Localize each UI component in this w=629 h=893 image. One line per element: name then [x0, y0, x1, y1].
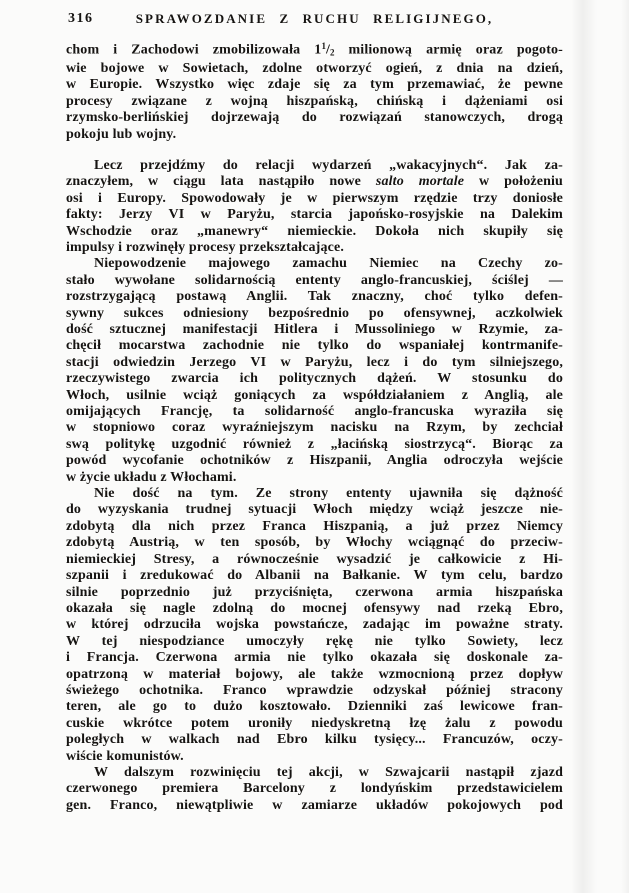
page-header	[66, 10, 563, 30]
text-segment: poległych w walkach nad Ebro kilku tysięcy... Francuzów, oczy-	[66, 732, 563, 748]
text-segment: szpanii i zredukować do Albanii na Bałkanie. W tym celu, bardzo	[66, 568, 563, 584]
text-line	[66, 634, 563, 650]
text-segment: w Europie. Wszystko więc zdaje się za tym przemawiać, że pewne	[66, 77, 563, 93]
text-segment: zdobytą Austrią, w ten sposób, by Włochy wciągnąć do przeciw-	[66, 535, 563, 551]
text-line	[66, 404, 563, 420]
paragraph	[66, 486, 563, 765]
scan-edge-shade	[621, 0, 629, 893]
text-line	[66, 453, 563, 469]
text-line	[66, 716, 563, 732]
text-line	[66, 437, 563, 453]
text-segment: stacji odwiedzin Jerzego VI w Paryżu, lecz i do tym silniejszego,	[66, 354, 563, 370]
text-segment: W dalszym rozwinięciu tej akcji, w Szwajcarii nastąpił zjazd	[94, 764, 563, 780]
paragraph	[66, 765, 563, 814]
text-segment: zdobytą dla nich przez Franca Hiszpanią, a już przez Niemcy	[66, 518, 563, 534]
text-segment: fakty: Jerzy VI w Paryżu, starcia japońsko-rosyjskie na Dalekim	[66, 207, 563, 223]
text-line	[66, 127, 563, 143]
text-segment: omijających Francję, ta solidarność anglo-francuska wyraziła się	[66, 404, 563, 420]
text-segment: świeżego ochotnika. Franco wprawdzie odzyskał później stracony	[66, 682, 563, 698]
text-line	[66, 306, 563, 322]
text-segment: W tej niespodziance umoczyły rękę nie tylko Sowiety, lecz	[66, 633, 563, 649]
text-line	[66, 552, 563, 568]
text-line	[66, 256, 563, 272]
text-line	[66, 207, 563, 223]
text-line	[66, 502, 563, 518]
text-line	[66, 38, 563, 61]
text-line	[66, 191, 563, 207]
text-segment: chęcił mocarstwa zachodnie nie tylko do wspaniałej kontrmanife-	[66, 338, 563, 354]
text-line	[66, 601, 563, 617]
text-segment: rozstrzygającą postawą Anglii. Tak znaczny, choć tylko defen-	[66, 289, 563, 305]
text-line	[66, 371, 563, 387]
text-line	[66, 174, 563, 190]
text-segment: stało wywołane solidarnością ententy anglo-francuskiej, ściślej —	[66, 272, 563, 288]
text-line	[66, 224, 563, 240]
text-segment: okazała się nagle zdolną do mocnej ofensywy nad rzeką Ebro,	[66, 600, 563, 616]
text-line	[66, 61, 563, 77]
text-line	[66, 338, 563, 354]
text-line	[66, 420, 563, 436]
text-segment: znaczyłem, w ciągu lata nastąpiło nowe	[66, 174, 376, 190]
text-line	[66, 94, 563, 110]
text-segment: chom i Zachodowi zmobilizowała 1	[66, 42, 322, 58]
text-line	[66, 273, 563, 289]
text-segment: dość sztucznej manifestacji Hitlera i Mussoliniego w Rzymie, za-	[66, 322, 563, 337]
text-segment: rzeczywistego zwarcia ich politycznych dążeń. W stosunku do	[66, 371, 563, 387]
text-segment: 1	[321, 41, 326, 51]
paragraph	[66, 256, 563, 486]
text-segment: impulsy i rozwinęły procesy przekształcające.	[66, 239, 345, 255]
scan-artifact-streak	[571, 0, 597, 893]
text-segment: Lecz przejdźmy do relacji wydarzeń „wakacyjnych“. Jak za-	[94, 157, 563, 173]
text-line	[66, 732, 563, 748]
text-segment: w życie układu z Włochami.	[66, 469, 237, 485]
running-title: SPRAWOZDANIE Z RUCHU RELIGIJNEGO,	[135, 11, 494, 26]
text-segment: gen. Franco, niewątpliwie w zamiarze układów pokojowych pod	[66, 797, 563, 813]
text-line	[66, 240, 563, 256]
text-line	[66, 781, 563, 797]
text-line	[66, 535, 563, 551]
text-segment: czerwonego premiera Barcelony z londyńskim przedstawicielem	[66, 781, 563, 797]
text-segment: teren, ale go to dużo kosztowało. Dzienniki zaś lewicowe fran-	[66, 699, 563, 715]
text-line	[66, 519, 563, 535]
text-line	[66, 683, 563, 699]
text-segment: pokoju lub wojny.	[66, 126, 177, 142]
text-line	[66, 667, 563, 683]
text-line	[66, 585, 563, 601]
text-segment: powód wycofanie ochotników z Hiszpanii, Anglia odroczyła wejście	[66, 453, 563, 469]
text-segment: milionową armię oraz pogoto-	[334, 42, 563, 58]
text-segment: Wschodzie oraz „manewry“ niemieckie. Dokoła nich skupiły się	[66, 223, 563, 239]
text-line	[66, 568, 563, 584]
text-segment: /	[325, 42, 330, 58]
text-segment: do wyzyskania trudnej sytuacji Włoch między wciąż jeszcze nie-	[66, 502, 563, 518]
text-segment: Włoch, usilnie wciąż goniących za współdziałaniem z Anglią, ale	[66, 387, 563, 403]
text-line	[66, 650, 563, 666]
text-segment: Niepowodzenie majowego zamachu Niemiec na Czechy zo-	[94, 256, 563, 272]
text-segment: procesy związane z wojną hiszpańską, chińską i dążeniami osi	[66, 93, 563, 109]
page-number: 316	[68, 11, 94, 26]
text-line	[66, 765, 563, 781]
text-segment: i Francja. Czerwona armia nie tylko okazała się doskonale za-	[66, 650, 563, 666]
text-line	[66, 699, 563, 715]
paragraph	[66, 158, 563, 256]
text-segment: Nie dość na tym. Ze strony ententy ujawniła się dążność	[94, 486, 563, 502]
text-segment: w stopniowo coraz wyraźniejszym nacisku na Rzym, by zechciał	[66, 420, 563, 436]
text-segment: sywny sukces odniesiony bezpośrednio po ofensywnej, aczkolwiek	[66, 305, 563, 321]
italic-text: salto mortale	[375, 174, 465, 190]
text-line	[66, 470, 563, 486]
text-segment: w której odrzuciła wojska powstańcze, zadając im poważne straty.	[66, 617, 563, 633]
text-segment: 2	[329, 47, 335, 58]
text-segment: swą politykę uzgodnić również z „łacińską siostrzycą“. Biorąc za	[66, 436, 563, 452]
text-segment: rzymsko-berlińskiej dojrzewają do rozwiązań stanowczych, drogą	[66, 110, 563, 126]
text-segment: w położeniu	[464, 174, 563, 190]
text-segment: niemieckiej Stresy, a równocześnie wysadzić je całkowicie z Hi-	[66, 551, 563, 567]
text-block	[66, 38, 563, 814]
text-line	[66, 322, 563, 338]
text-line	[66, 355, 563, 371]
text-line	[66, 110, 563, 126]
text-segment: opatrzoną w materiał bojowy, ale także wzmocnioną przez dopływ	[66, 666, 563, 682]
text-segment: silnie poprzednio już przyciśnięta, czerwona armia hiszpańska	[66, 584, 563, 600]
text-line	[66, 388, 563, 404]
text-line	[66, 798, 563, 814]
text-line	[66, 486, 563, 502]
paragraph	[66, 38, 563, 143]
text-line	[66, 158, 563, 174]
text-segment: cuskie wkrótce potem uroniły niedyskretną łzę żalu z powodu	[66, 715, 563, 731]
text-segment: osi i Europy. Spowodowały je w pierwszym rzędzie trzy doniosłe	[66, 190, 563, 206]
text-segment: wie bojowe w Sowietach, zdolne otworzyć ogień, z dnia na dzień,	[66, 60, 563, 76]
text-line	[66, 77, 563, 93]
text-line	[66, 749, 563, 765]
text-line	[66, 617, 563, 633]
text-line	[66, 289, 563, 305]
text-segment: wiście komunistów.	[66, 748, 184, 764]
